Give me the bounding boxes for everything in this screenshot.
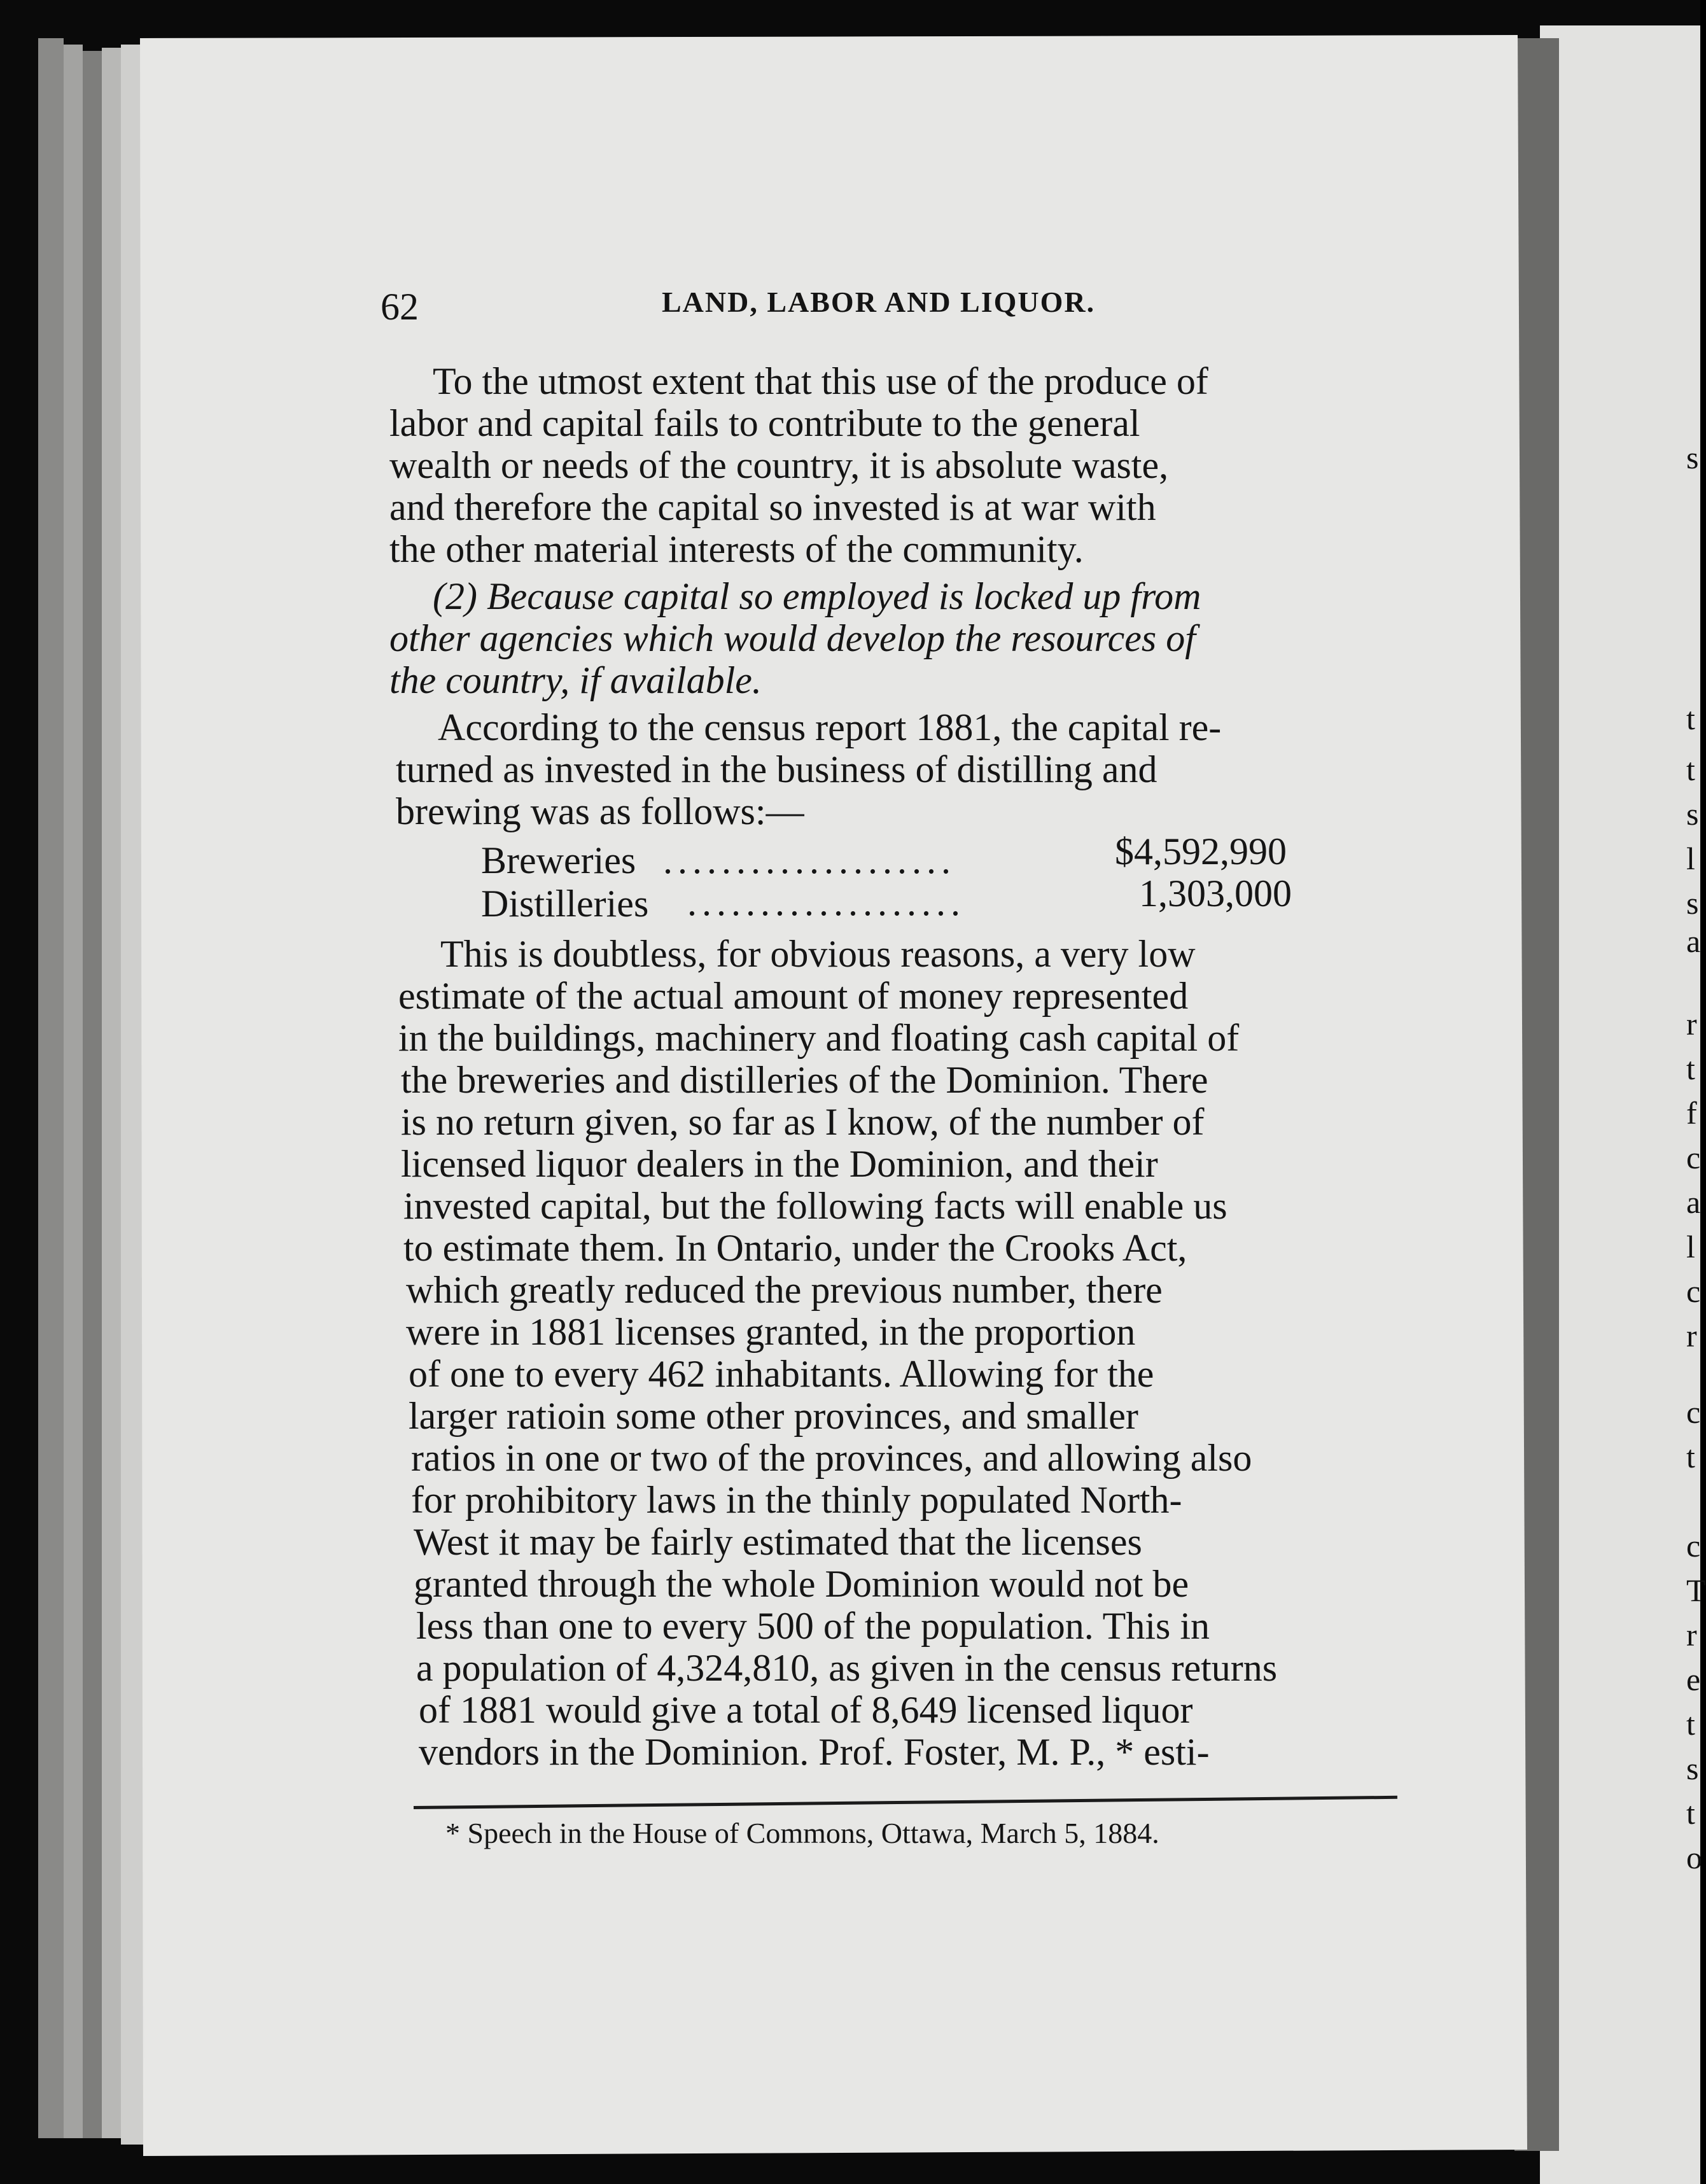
text-line: were in 1881 licenses granted, in the proportion xyxy=(406,1311,1136,1353)
margin-letter: f xyxy=(1686,1095,1697,1131)
margin-letter: r xyxy=(1686,1318,1697,1354)
margin-letter: t xyxy=(1686,752,1695,787)
table-row-value: 1,303,000 xyxy=(1139,872,1292,914)
margin-letter: l xyxy=(1686,1229,1695,1264)
text-line: in the buildings, machinery and floating cash capital of xyxy=(398,1017,1240,1059)
running-title: LAND, LABOR AND LIQUOR. xyxy=(662,286,1096,318)
text-line: licensed liquor dealers in the Dominion, and their xyxy=(401,1143,1158,1185)
margin-letter: r xyxy=(1686,1617,1697,1653)
text-line: According to the census report 1881, the capital re- xyxy=(438,706,1222,748)
text-line: ratios in one or two of the provinces, and allowing also xyxy=(411,1437,1252,1479)
text-line: larger ratioin some other provinces, and smaller xyxy=(409,1395,1138,1437)
text-line: less than one to every 500 of the population. This in xyxy=(416,1605,1210,1647)
margin-letter: s xyxy=(1686,796,1699,832)
text-line: estimate of the actual amount of money represented xyxy=(398,975,1189,1017)
margin-letter: t xyxy=(1686,1795,1695,1831)
text-line: This is doubtless, for obvious reasons, a very low xyxy=(440,933,1196,975)
margin-letter: t xyxy=(1686,1439,1695,1474)
table-row-label: Breweries xyxy=(481,839,636,881)
margin-letter: s xyxy=(1686,440,1699,475)
margin-letter: c xyxy=(1686,1273,1701,1309)
text-line: vendors in the Dominion. Prof. Foster, M. P., * esti- xyxy=(419,1731,1210,1773)
margin-letter: c xyxy=(1686,1394,1701,1430)
margin-letter: c xyxy=(1686,1140,1701,1175)
margin-letter: t xyxy=(1686,1051,1695,1086)
margin-letter: e xyxy=(1686,1662,1701,1697)
text-line: (2) Because capital so employed is locked up from xyxy=(433,575,1201,617)
margin-letter: a xyxy=(1686,923,1701,959)
footnote: * Speech in the House of Commons, Ottawa, March 5, 1884. xyxy=(445,1817,1159,1849)
text-line: other agencies which would develop the resources of xyxy=(389,617,1196,659)
text-line: a population of 4,324,810, as given in the census returns xyxy=(416,1647,1278,1689)
leader-dots: ................... xyxy=(687,881,965,923)
page-number: 62 xyxy=(381,286,419,328)
text-line: of 1881 would give a total of 8,649 licensed liquor xyxy=(419,1689,1193,1731)
text-line: granted through the whole Dominion would not be xyxy=(414,1563,1189,1605)
margin-letter: s xyxy=(1686,1751,1699,1786)
text-line: to estimate them. In Ontario, under the Crooks Act, xyxy=(403,1227,1187,1269)
margin-letter: c xyxy=(1686,1528,1701,1564)
text-line: which greatly reduced the previous number, there xyxy=(406,1269,1163,1311)
text-line: labor and capital fails to contribute to the general xyxy=(389,402,1140,444)
margin-letter: r xyxy=(1686,1006,1697,1042)
text-line: the country, if available. xyxy=(389,659,762,701)
margin-letter: t xyxy=(1686,1706,1695,1742)
table-row-value: $4,592,990 xyxy=(1115,830,1287,872)
text-line: is no return given, so far as I know, of the number of xyxy=(401,1101,1205,1143)
text-line: brewing was as follows:— xyxy=(396,790,804,832)
text-line: wealth or needs of the country, it is absolute waste, xyxy=(389,444,1169,486)
margin-letter: o xyxy=(1686,1840,1702,1875)
text-line: invested capital, but the following facts will enable us xyxy=(403,1185,1227,1227)
text-line: the breweries and distilleries of the Dominion. There xyxy=(401,1059,1208,1101)
text-line: for prohibitory laws in the thinly populated North- xyxy=(411,1479,1182,1521)
text-line: the other material interests of the community. xyxy=(389,528,1084,570)
text-line: and therefore the capital so invested is at war with xyxy=(389,486,1156,528)
text-line: turned as invested in the business of distilling and xyxy=(396,748,1157,790)
text-line: of one to every 462 inhabitants. Allowing for the xyxy=(409,1353,1154,1395)
margin-letter: l xyxy=(1686,841,1695,876)
table-row-label: Distilleries xyxy=(481,883,649,925)
margin-letter: t xyxy=(1686,701,1695,736)
margin-letter: T xyxy=(1686,1572,1706,1608)
text-line: West it may be fairly estimated that the licenses xyxy=(414,1521,1142,1563)
margin-letter: a xyxy=(1686,1184,1701,1220)
text-line: To the utmost extent that this use of the produce of xyxy=(433,360,1208,402)
leader-dots: .................... xyxy=(663,839,956,881)
margin-letter: s xyxy=(1686,885,1699,921)
